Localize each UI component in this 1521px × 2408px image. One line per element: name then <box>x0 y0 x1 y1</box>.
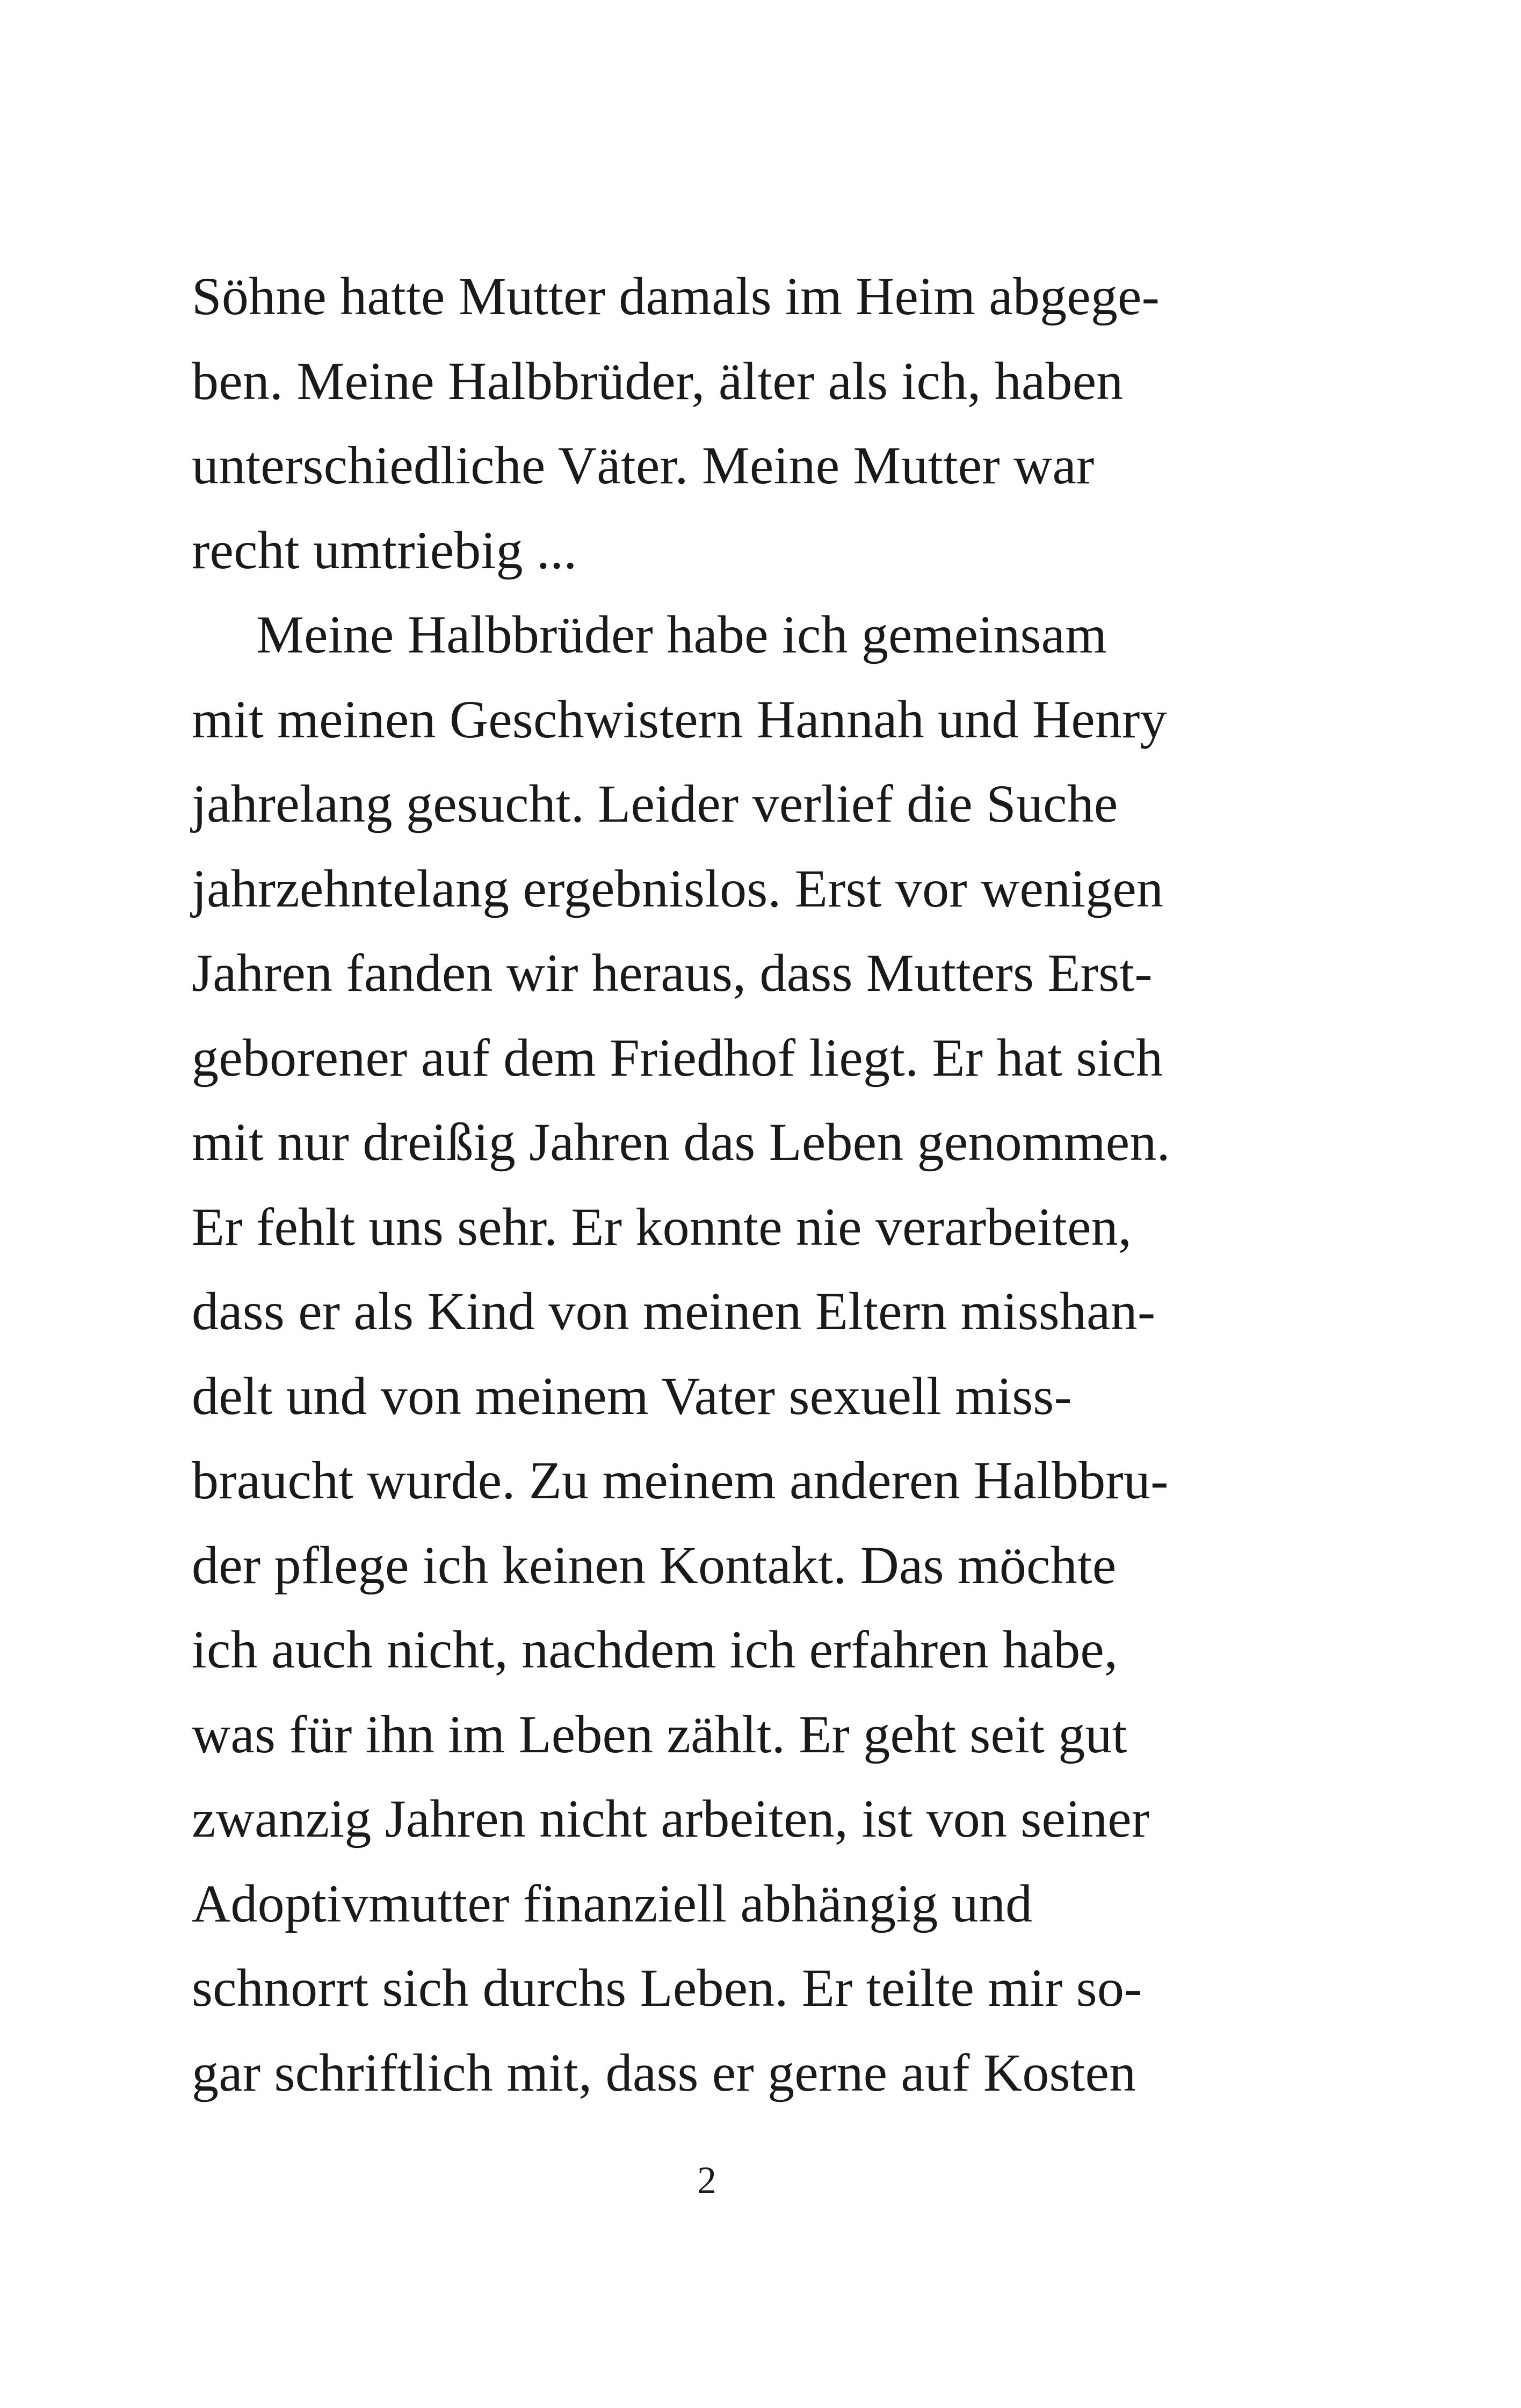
text-line: ich auch nicht, nachdem ich erfahren habe, <box>192 1620 1118 1679</box>
text-line: mit meinen Geschwistern Hannah und Henry <box>192 689 1167 749</box>
text-line: schnorrt sich durchs Leben. Er teilte mir so- <box>192 1958 1142 2018</box>
text-line: was für ihn im Leben zählt. Er geht seit gut <box>192 1704 1127 1764</box>
text-line: Er fehlt uns sehr. Er konnte nie verarbeiten, <box>192 1196 1132 1257</box>
text-line: gar schriftlich mit, dass er gerne auf Kosten <box>192 2042 1136 2102</box>
text-line: jahrzehntelang ergebnislos. Erst vor wenigen <box>192 858 1164 918</box>
body-text <box>192 254 1223 2115</box>
text-line: Söhne hatte Mutter damals im Heim abgege- <box>192 266 1160 326</box>
text-line: unterschiedliche Väter. Meine Mutter war <box>192 436 1095 495</box>
text-line: recht umtriebig ... <box>192 520 577 580</box>
text-line: Jahren fanden wir heraus, dass Mutters Erst- <box>192 943 1153 1003</box>
text-line: mit nur dreißig Jahren das Leben genommen. <box>192 1112 1170 1172</box>
paragraph-first-line: Meine Halbbrüder habe ich gemeinsam <box>256 605 1107 664</box>
text-line: jahrelang gesucht. Leider verlief die Suche <box>192 774 1118 833</box>
text-line: zwanzig Jahren nicht arbeiten, ist von seiner <box>192 1789 1150 1848</box>
text-line: dass er als Kind von meinen Eltern misshan- <box>192 1281 1156 1341</box>
page-number: 2 <box>697 2159 716 2202</box>
text-line: ben. Meine Halbbrüder, älter als ich, haben <box>192 351 1124 411</box>
text-line: Adoptivmutter finanziell abhängig und <box>192 1873 1033 1933</box>
text-line: der pflege ich keinen Kontakt. Das möchte <box>192 1535 1117 1595</box>
text-line: delt und von meinem Vater sexuell miss- <box>192 1366 1073 1426</box>
text-line: geborener auf dem Friedhof liegt. Er hat sich <box>192 1027 1163 1087</box>
text-line: braucht wurde. Zu meinem anderen Halbbru- <box>192 1450 1169 1510</box>
